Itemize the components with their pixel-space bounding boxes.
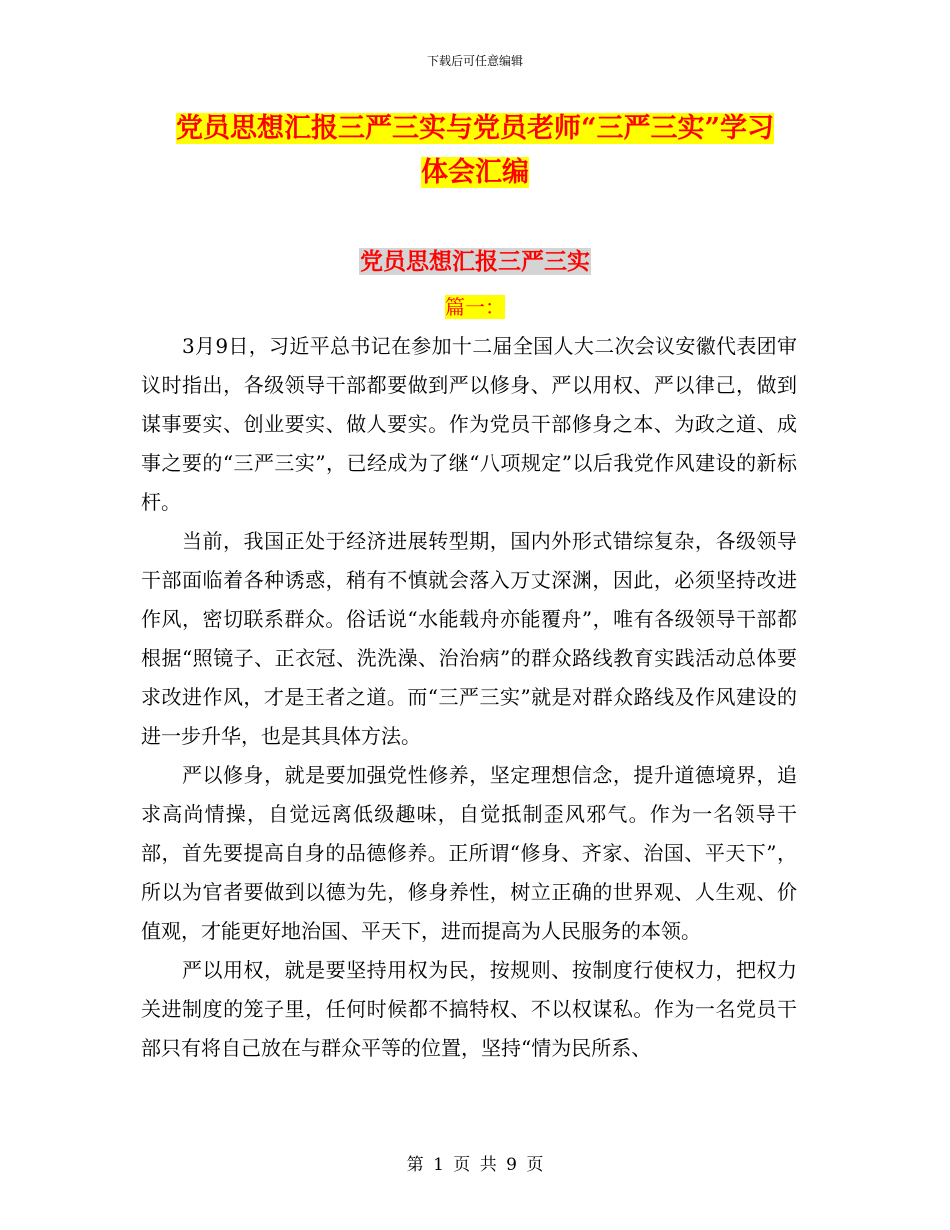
page-footer: 第 1 页 共 9 页 bbox=[406, 1155, 544, 1175]
document-title bbox=[140, 107, 810, 195]
paragraph-3: 严以修身，就是要加强党性修养，坚定理想信念，提升道德境界，追求高尚情操，自觉远离低级趣味，自觉抵制歪风邪气。作为一名领导干部，首先要提高自身的品德修养。正所谓“修身、齐家、治国、平天下”，所以为官者要做到以德为先，修身养性，树立正确的世界观、人生观、价值观，才能更好地治国、平天下，进而提高为人民服务的本领。 bbox=[141, 763, 797, 943]
page-header: 下载后可任意编辑 bbox=[426, 54, 523, 68]
paragraph-2: 当前，我国正处于经济进展转型期，国内外形式错综复杂，各级领导干部面临着各种诱惑，稍有不慎就会落入万丈深渊，因此，必须坚持改进作风，密切联系群众。俗话说“水能载舟亦能覆舟”，唯有各级领导干部都根据“照镜子、正衣冠、洗洗澡、治治病”的群众路线教育实践活动总体要求改进作风，才是王者之道。而“三严三实”就是对群众路线及作风建设的进一步升华，也是其具体方法。 bbox=[141, 529, 797, 748]
section-title-text: 党员思想汇报三严三实 bbox=[360, 248, 590, 275]
title-line-1: 党员思想汇报三严三实与党员老师“三严三实”学习 bbox=[175, 113, 775, 144]
part-label bbox=[0, 292, 950, 322]
part-label-text: 篇一： bbox=[445, 295, 505, 319]
title-line-2: 体会汇编 bbox=[421, 157, 529, 188]
paragraph-1: 3月9日，习近平总书记在参加十二届全国人大二次会议安徽代表团审议时指出，各级领导干部都要做到严以修身、严以用权、严以律己，做到谋事要实、创业要实、做人要实。作为党员干部修身之本、为政之道、成事之要的“三严三实”，已经成为了继“八项规定”以后我党作风建设的新标杆。 bbox=[141, 334, 797, 514]
section-title bbox=[0, 244, 950, 280]
body-text bbox=[141, 327, 797, 1068]
paragraph-4: 严以用权，就是要坚持用权为民，按规则、按制度行使权力，把权力关进制度的笼子里，任何时候都不搞特权、不以权谋私。作为一名党员干部只有将自己放在与群众平等的位置，坚持“情为民所系、 bbox=[141, 958, 797, 1060]
